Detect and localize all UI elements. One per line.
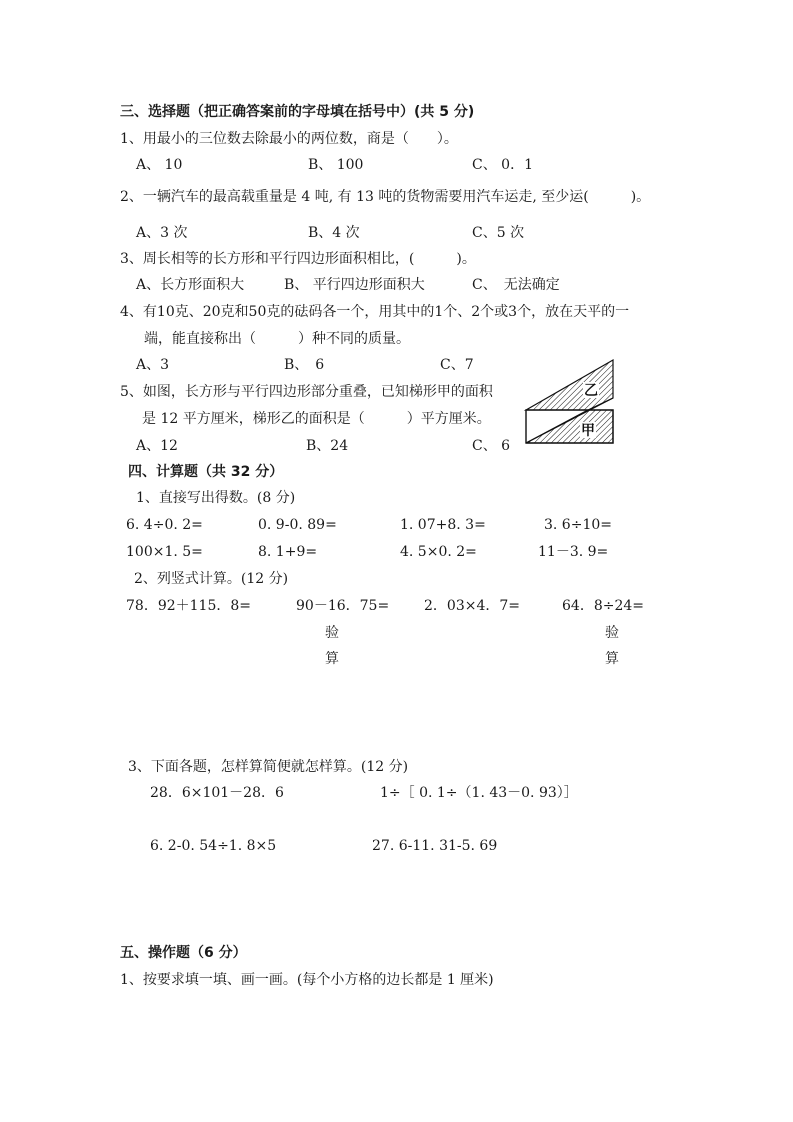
label-yi: 乙 [584, 383, 598, 399]
check-label-1b: 算 [325, 651, 339, 667]
q2-option-b: B、4 次 [308, 225, 360, 241]
question-3: 3、周长相等的长方形和平行四边形面积相比，( )。 [120, 251, 476, 267]
q5-option-a: A、12 [136, 438, 178, 454]
q5-option-b: B、24 [306, 438, 349, 454]
simplify-2: 1÷［ 0. 1÷（1. 43－0. 93）］ [380, 785, 578, 801]
calc-r2-c3: 4. 5×0. 2= [400, 544, 477, 560]
simplify-4: 27. 6-11. 31-5. 69 [372, 838, 498, 854]
vertical-calc-2: 90－16．75= [296, 598, 390, 614]
vertical-calc-1: 78．92＋115．8= [126, 598, 251, 614]
section3-title: 三、选择题（把正确答案前的字母填在括号中）(共 5 分) [120, 104, 475, 120]
part3-title: 3、下面各题，怎样算简便就怎样算。(12 分) [128, 759, 409, 775]
calc-r2-c2: 8. 1+9= [258, 544, 318, 560]
question-5: 5、如图，长方形与平行四边形部分重叠，已知梯形甲的面积 [120, 384, 493, 400]
question-1: 1、用最小的三位数去除最小的两位数，商是（ ）。 [120, 131, 458, 147]
calc-r1-c3: 1. 07+8. 3= [400, 517, 486, 533]
q4-option-a: A、3 [136, 357, 170, 373]
question-5-cont: 是 12 平方厘米，梯形乙的面积是（ ）平方厘米。 [142, 411, 491, 427]
q3-option-c: C、 无法确定 [472, 277, 560, 293]
calc-r2-c1: 100×1. 5= [126, 544, 203, 560]
section4-title: 四、计算题（共 32 分） [128, 464, 284, 480]
simplify-1: 28．6×101－28．6 [150, 785, 284, 801]
check-label-2b: 算 [605, 651, 619, 667]
q5-option-c: C、 6 [472, 438, 511, 454]
q1-option-a: A、 10 [136, 157, 183, 173]
label-jia: 甲 [581, 423, 595, 439]
section5-title: 五、操作题（6 分） [120, 945, 247, 961]
calc-r1-c1: 6. 4÷0. 2= [126, 517, 203, 533]
q1-option-c: C、 0．1 [472, 157, 533, 173]
overlap-figure [520, 355, 620, 450]
check-label-1a: 验 [325, 625, 339, 641]
vertical-calc-4: 64．8÷24= [562, 598, 644, 614]
trapezoid-yi [526, 360, 613, 410]
simplify-3: 6. 2-0. 54÷1. 8×5 [150, 838, 277, 854]
q1-option-b: B、 100 [308, 157, 364, 173]
q2-option-c: C、5 次 [472, 225, 525, 241]
question-4-cont: 端，能直接称出（ ）种不同的质量。 [144, 331, 410, 347]
question-4: 4、有10克、20克和50克的砝码各一个，用其中的1个、2个或3个，放在天平的一 [120, 304, 630, 320]
q2-option-a: A、3 次 [136, 225, 188, 241]
q3-option-a: A、长方形面积大 [136, 277, 245, 293]
q4-option-c: C、7 [440, 357, 474, 373]
part2-title: 2、列竖式计算。(12 分) [134, 571, 289, 587]
part1-title: 1、直接写出得数。(8 分) [136, 490, 296, 506]
calc-r1-c2: 0. 9-0. 89= [258, 517, 337, 533]
q4-option-b: B、 6 [284, 357, 325, 373]
section5-question-1: 1、按要求填一填、画一画。(每个小方格的边长都是 1 厘米) [120, 972, 494, 988]
vertical-calc-3: 2．03×4．7= [424, 598, 520, 614]
q3-option-b: B、 平行四边形面积大 [284, 277, 425, 293]
question-2: 2、一辆汽车的最高载重量是 4 吨, 有 13 吨的货物需要用汽车运走, 至少运( )。 [120, 189, 651, 205]
calc-r1-c4: 3. 6÷10= [544, 517, 612, 533]
check-label-2a: 验 [605, 625, 619, 641]
trapezoid-jia [526, 410, 613, 443]
calc-r2-c4: 11－3. 9= [538, 544, 609, 560]
